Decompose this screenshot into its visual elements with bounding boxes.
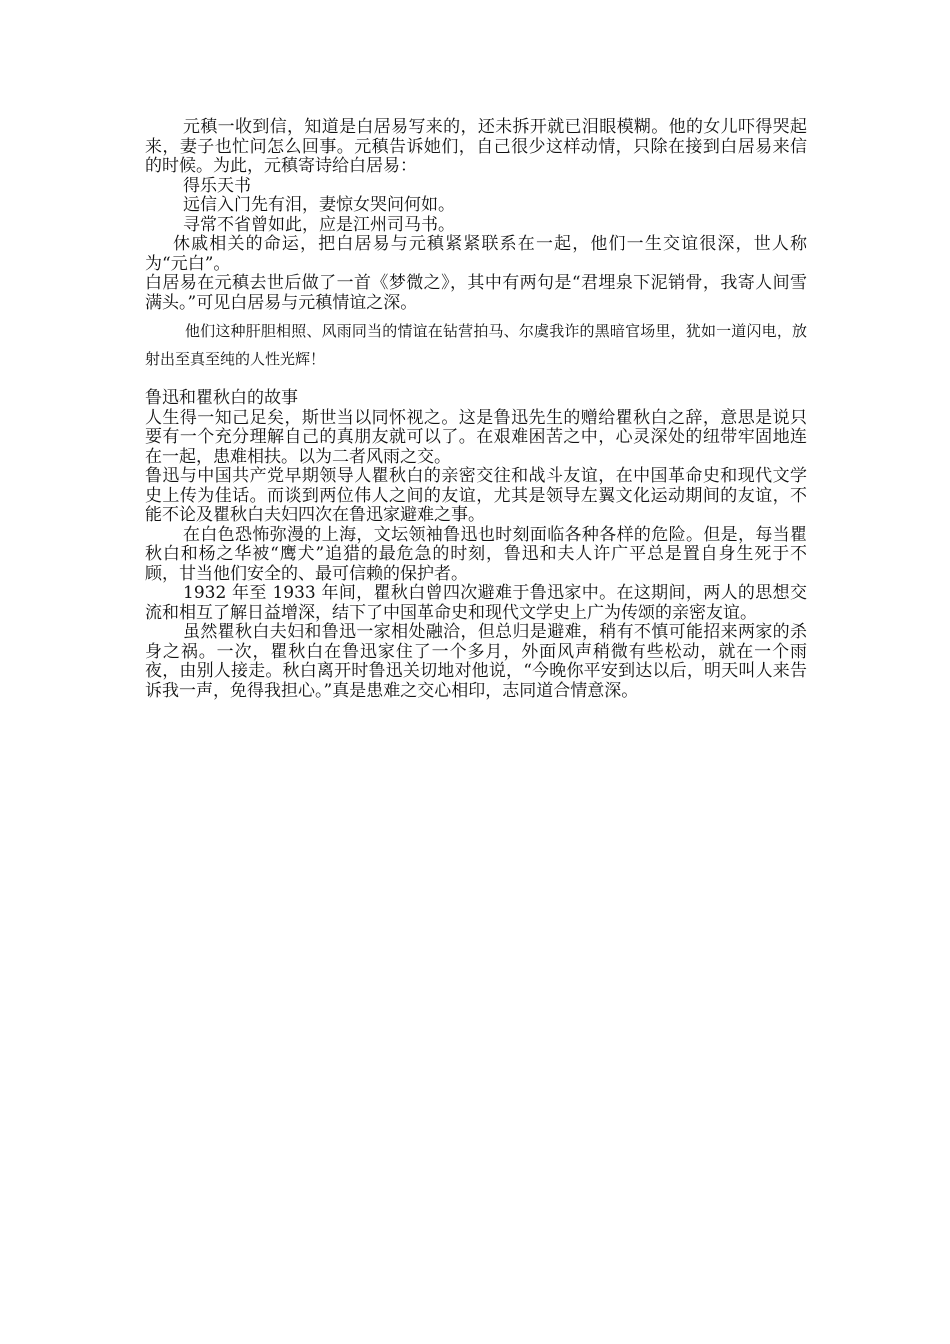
- poem-line-2: 寻常不省曾如此，应是江州司马书。: [183, 214, 455, 235]
- paragraph-friendship-conclusion: 他们这种肝胆相照、风雨同当的情谊在钻营拍马、尔虞我诈的黑暗官场里，犹如一道闪电，放射出至真至纯的人性光辉！: [145, 322, 807, 368]
- paragraph-white-terror: 在白色恐怖弥漫的上海，文坛领袖鲁迅也时刻面临各种各样的危险。但是，每当瞿秋白和杨之华被“鹰犬”追猎的最危急的时刻，鲁迅和夫人许广平总是置自身生死于不顾，甘当他们安全的、最可信赖的保护者。: [145, 524, 807, 584]
- poem-title: 得乐天书: [183, 175, 251, 196]
- section-heading-luxun-qiubai: 鲁迅和瞿秋白的故事: [145, 388, 298, 408]
- paragraph-1932-1933: 1932 年至 1933 年间，瞿秋白曾四次避难于鲁迅家中。在这期间，两人的思想交流和相互了解日益增深，结下了中国革命史和现代文学史上广为传颂的亲密友谊。: [145, 583, 807, 623]
- poem-line-1: 远信入门先有泪，妻惊女哭问何如。: [183, 195, 455, 215]
- paragraph-mengweizhi: 白居易在元稹去世后做了一首《梦微之》，其中有两句是“君埋泉下泥销骨，我寄人间雪满头。”可见白居易与元稹情谊之深。: [145, 273, 807, 313]
- paragraph-yuanzhen-letter: 元稹一收到信，知道是白居易写来的，还未拆开就已泪眼模糊。他的女儿吓得哭起来，妻子也忙问怎么回事。元稹告诉她们，自己很少这样动情，只除在接到白居易来信的时候。为此，元稹寄诗给白居易：: [145, 117, 807, 176]
- paragraph-yuanbai: 休戚相关的命运，把白居易与元稹紧紧联系在一起，他们一生交谊很深，世人称为“元白”。: [145, 234, 807, 274]
- section-spacer: [145, 373, 807, 389]
- paragraph-friendship-history: 鲁迅与中国共产党早期领导人瞿秋白的亲密交往和战斗友谊，在中国革命史和现代文学史上传为佳话。而谈到两位伟人之间的友谊，尤其是领导左翼文化运动期间的友谊，不能不论及瞿秋白夫妇四次在鲁迅家避难之事。: [145, 466, 807, 525]
- document-body: [145, 118, 807, 701]
- paragraph-rainy-night: 虽然瞿秋白夫妇和鲁迅一家相处融洽，但总归是避难，稍有不慎可能招来两家的杀身之祸。一次，瞿秋白在鲁迅家住了一个多月，外面风声稍微有些松动，就在一个雨夜，由别人接走。秋白离开时鲁迅关切地对他说，“今晚你平安到达以后，明天叫人来告诉我一声，免得我担心。”真是患难之交心相印，志同道合情意深。: [145, 622, 807, 701]
- paragraph-zhiji: 人生得一知己足矣，斯世当以同怀视之。这是鲁迅先生的赠给瞿秋白之辞，意思是说只要有一个充分理解自己的真朋友就可以了。在艰难困苦之中，心灵深处的纽带牢固地连在一起，患难相扶。以为二者风雨之交。: [145, 407, 807, 467]
